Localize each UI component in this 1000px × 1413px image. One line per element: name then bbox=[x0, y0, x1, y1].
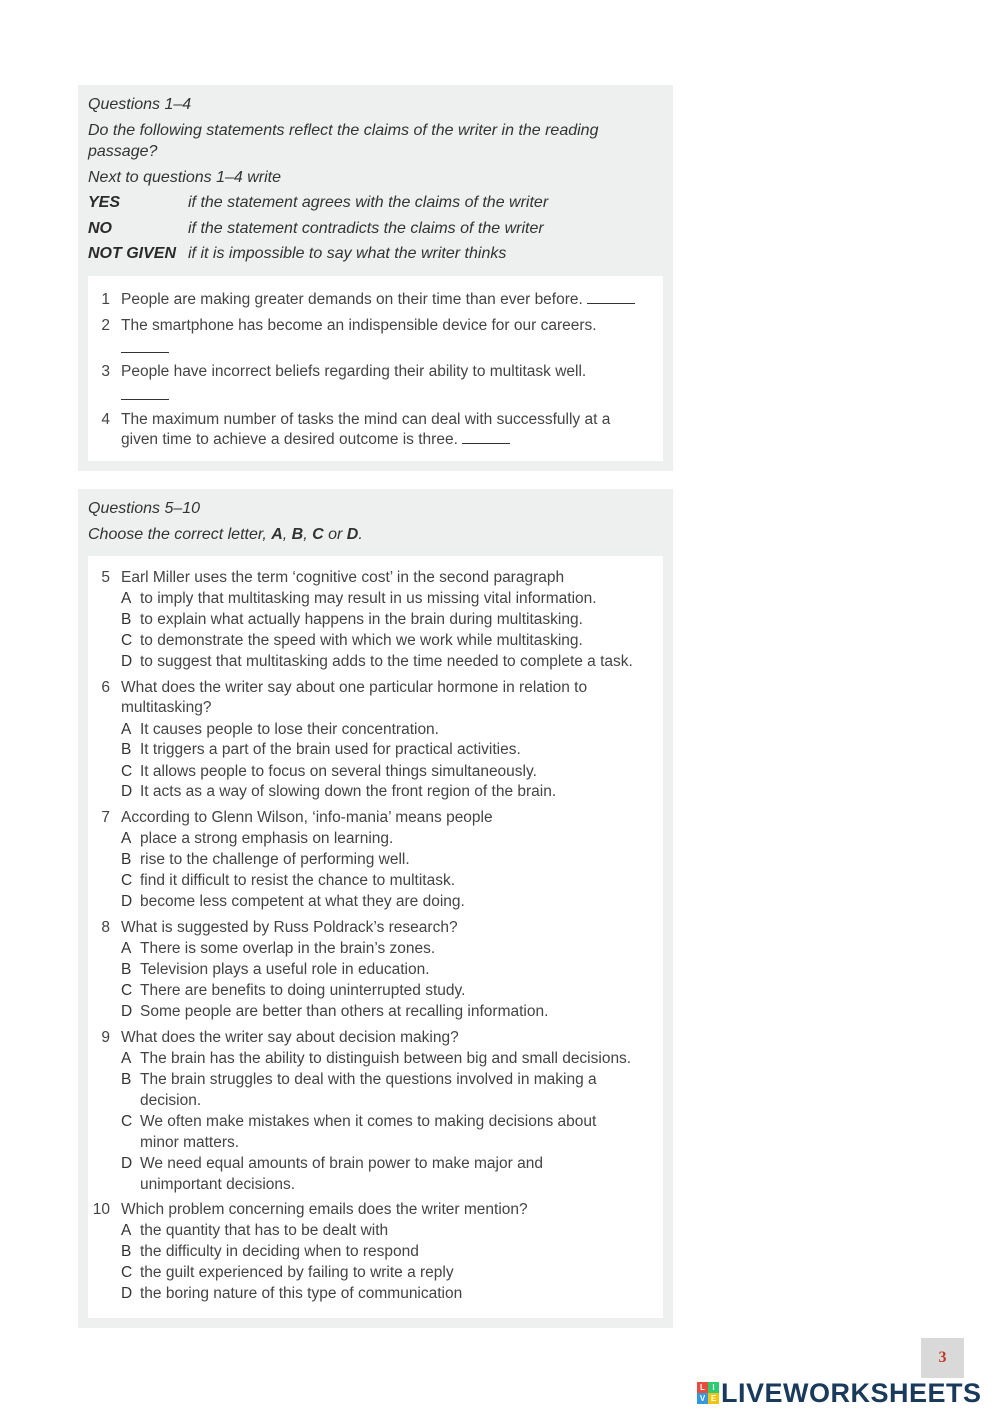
section2-instruction bbox=[88, 524, 648, 545]
option-text: There is some overlap in the brain’s zones. bbox=[140, 940, 436, 957]
question-number: 8 bbox=[101, 919, 110, 936]
option-letter: A bbox=[121, 1222, 132, 1239]
option-text: to imply that multitasking may result in us missing vital information. bbox=[140, 590, 597, 607]
option-letter: C bbox=[121, 632, 133, 649]
option-text: become less competent at what they are doing. bbox=[140, 893, 465, 910]
instruction-letter: B bbox=[291, 526, 304, 543]
section1-instruction: Do the following statements reflect the claims of the writer in the reading passage? bbox=[88, 122, 599, 160]
option-letter: C bbox=[121, 1113, 133, 1130]
question-text: People are making greater demands on their time than ever before. bbox=[121, 291, 583, 308]
question-text: given time to achieve a desired outcome is three. bbox=[121, 431, 458, 448]
logo-mark-cell: L bbox=[697, 1382, 708, 1393]
key-label: YES bbox=[88, 194, 121, 211]
option-letter: C bbox=[121, 982, 133, 999]
option-letter: A bbox=[121, 721, 132, 738]
instruction-letter: A bbox=[271, 526, 283, 543]
page-number: 3 bbox=[921, 1338, 964, 1378]
option-text: It acts as a way of slowing down the front region of the brain. bbox=[140, 783, 557, 800]
option-letter: A bbox=[121, 590, 132, 607]
instruction-end: . bbox=[358, 526, 363, 543]
answer-blank-1[interactable] bbox=[587, 290, 635, 304]
option-letter: D bbox=[121, 783, 133, 800]
question-number: 1 bbox=[101, 291, 110, 308]
option-letter: B bbox=[121, 1071, 132, 1088]
option-letter: C bbox=[121, 763, 133, 780]
option-text: the quantity that has to be dealt with bbox=[140, 1222, 389, 1239]
option-text: It triggers a part of the brain used for practical activities. bbox=[140, 741, 521, 758]
question-number: 3 bbox=[101, 363, 110, 380]
logo-mark-cell: V bbox=[697, 1393, 708, 1404]
liveworksheets-logo[interactable] bbox=[697, 1378, 982, 1408]
question-text: What does the writer say about decision making? bbox=[121, 1029, 459, 1046]
question-number: 5 bbox=[101, 569, 110, 586]
option-letter: D bbox=[121, 1155, 133, 1172]
option-text: to suggest that multitasking adds to the time needed to complete a task. bbox=[140, 653, 633, 670]
option-letter: A bbox=[121, 940, 132, 957]
questions-1-4-panel bbox=[78, 85, 673, 471]
option-letter: C bbox=[121, 1264, 133, 1281]
key-desc: if the statement agrees with the claims of the writer bbox=[188, 194, 549, 211]
key-desc: if the statement contradicts the claims of the writer bbox=[188, 220, 544, 237]
option-letter: A bbox=[121, 830, 132, 847]
instruction-text: Choose the correct letter, bbox=[88, 526, 272, 543]
liveworksheets-logo-icon bbox=[697, 1382, 719, 1404]
option-text: minor matters. bbox=[140, 1134, 240, 1151]
option-text: to explain what actually happens in the brain during multitasking. bbox=[140, 611, 583, 628]
option-text: The brain has the ability to distinguish between big and small decisions. bbox=[140, 1050, 632, 1067]
option-letter: D bbox=[121, 893, 133, 910]
option-letter: D bbox=[121, 1003, 133, 1020]
questions-1-4-list bbox=[88, 276, 663, 461]
option-text: There are benefits to doing uninterrupted study. bbox=[140, 982, 466, 999]
key-desc: if it is impossible to say what the writer thinks bbox=[188, 245, 507, 262]
question-number: 6 bbox=[101, 679, 110, 696]
section1-heading: Questions 1–4 bbox=[88, 96, 192, 113]
key-row-no bbox=[88, 218, 544, 239]
option-text: unimportant decisions. bbox=[140, 1176, 296, 1193]
question-text: Which problem concerning emails does the writer mention? bbox=[121, 1201, 528, 1218]
key-label: NOT GIVEN bbox=[88, 245, 177, 262]
option-text: We often make mistakes when it comes to making decisions about bbox=[140, 1113, 597, 1130]
option-text: to demonstrate the speed with which we work while multitasking. bbox=[140, 632, 583, 649]
question-text: The maximum number of tasks the mind can deal with successfully at a bbox=[121, 411, 611, 428]
questions-5-10-panel bbox=[78, 489, 673, 1328]
question-number: 4 bbox=[101, 411, 110, 428]
key-row-not-given bbox=[88, 243, 506, 264]
question-number: 10 bbox=[92, 1201, 110, 1218]
option-text: rise to the challenge of performing well. bbox=[140, 851, 410, 868]
option-text: find it difficult to resist the chance to multitask. bbox=[140, 872, 456, 889]
option-letter: D bbox=[121, 653, 133, 670]
question-number: 7 bbox=[101, 809, 110, 826]
question-number: 9 bbox=[101, 1029, 110, 1046]
option-text: the difficulty in deciding when to respond bbox=[140, 1243, 419, 1260]
question-text: What is suggested by Russ Poldrack’s research? bbox=[121, 919, 458, 936]
answer-blank-4[interactable] bbox=[462, 430, 510, 444]
option-text: Television plays a useful role in education. bbox=[140, 961, 430, 978]
section2-heading: Questions 5–10 bbox=[88, 500, 201, 517]
option-text: the guilt experienced by failing to write a reply bbox=[140, 1264, 454, 1281]
instruction-sep: , bbox=[282, 526, 292, 543]
question-text: The smartphone has become an indispensible device for our careers. bbox=[121, 317, 597, 334]
instruction-letter: C bbox=[312, 526, 324, 543]
option-text: It causes people to lose their concentration. bbox=[140, 721, 439, 738]
option-letter: B bbox=[121, 611, 132, 628]
option-text: The brain struggles to deal with the questions involved in making a bbox=[140, 1071, 597, 1088]
answer-blank-3[interactable] bbox=[121, 399, 169, 400]
instruction-letter: D bbox=[346, 526, 359, 543]
option-text: the boring nature of this type of communication bbox=[140, 1285, 463, 1302]
option-text: place a strong emphasis on learning. bbox=[140, 830, 394, 847]
section1-next: Next to questions 1–4 write bbox=[88, 169, 281, 186]
key-row-yes bbox=[88, 192, 548, 213]
question-text: People have incorrect beliefs regarding their ability to multitask well. bbox=[121, 363, 587, 380]
option-letter: B bbox=[121, 961, 132, 978]
brand-name: LIVEWORKSHEETS bbox=[721, 1377, 982, 1408]
question-text: Earl Miller uses the term ‘cognitive cost’ in the second paragraph bbox=[121, 569, 565, 586]
option-letter: B bbox=[121, 741, 132, 758]
option-letter: D bbox=[121, 1285, 133, 1302]
option-text: decision. bbox=[140, 1092, 202, 1109]
option-text: It allows people to focus on several things simultaneously. bbox=[140, 763, 537, 780]
instruction-sep: or bbox=[323, 526, 347, 543]
logo-mark-cell: E bbox=[708, 1393, 719, 1404]
question-number: 2 bbox=[101, 317, 110, 334]
answer-blank-2[interactable] bbox=[121, 352, 169, 353]
instruction-sep: , bbox=[303, 526, 313, 543]
questions-5-10-list bbox=[88, 556, 663, 1318]
logo-mark-cell: I bbox=[708, 1382, 719, 1393]
question-text: According to Glenn Wilson, ‘info-mania’ means people bbox=[121, 809, 493, 826]
option-letter: B bbox=[121, 851, 132, 868]
option-text: We need equal amounts of brain power to make major and bbox=[140, 1155, 543, 1172]
question-text: What does the writer say about one particular hormone in relation to bbox=[121, 679, 588, 696]
key-label: NO bbox=[88, 220, 112, 237]
option-text: Some people are better than others at recalling information. bbox=[140, 1003, 549, 1020]
option-letter: B bbox=[121, 1243, 132, 1260]
option-letter: C bbox=[121, 872, 133, 889]
option-letter: A bbox=[121, 1050, 132, 1067]
question-text: multitasking? bbox=[121, 699, 212, 716]
